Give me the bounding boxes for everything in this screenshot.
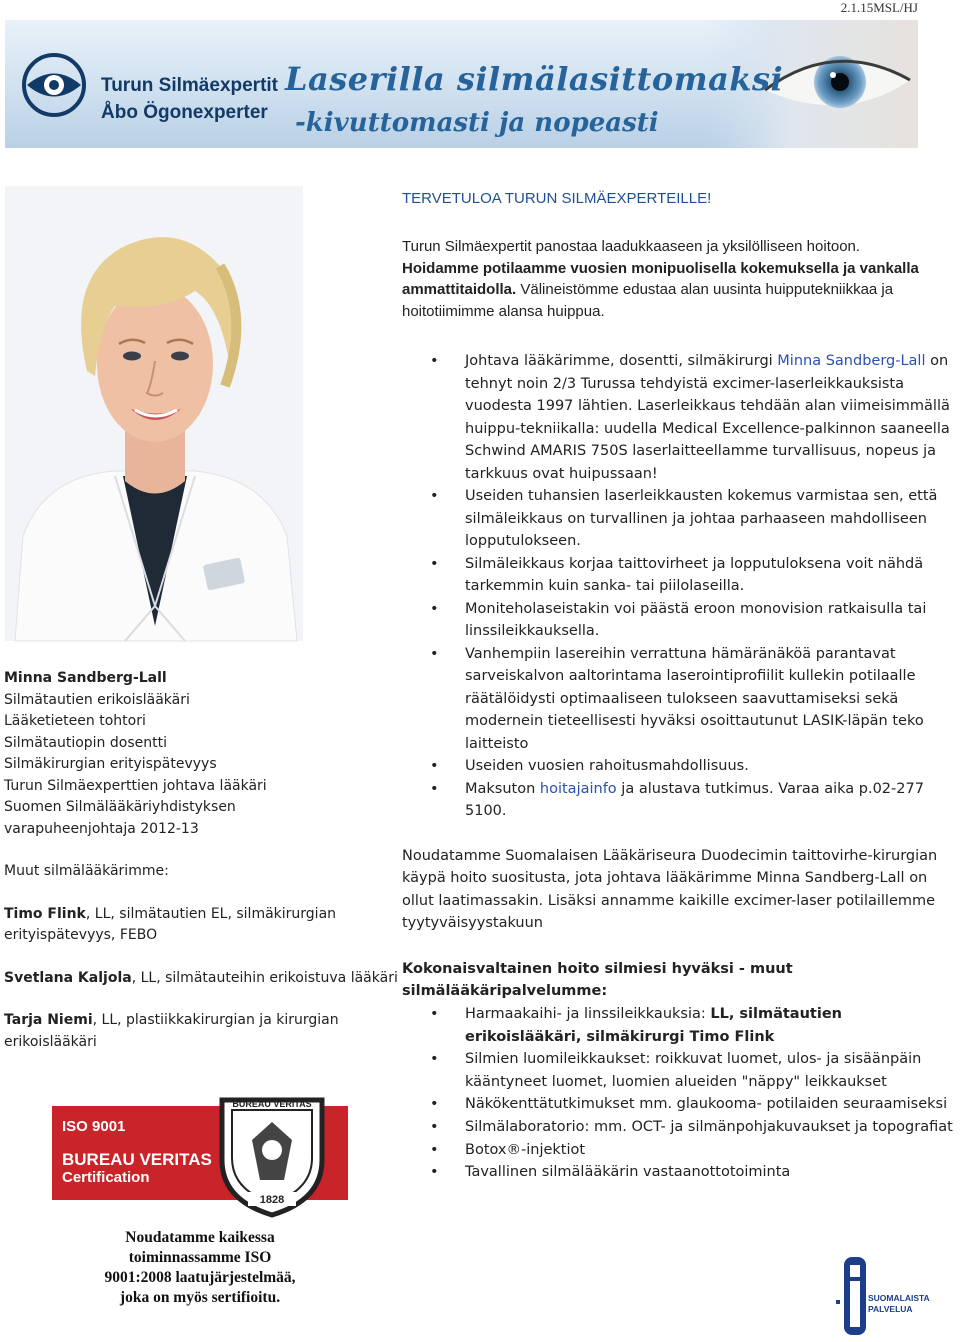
list-item: • Useiden vuosien rahoitusmahdollisuus. — [430, 755, 958, 778]
doctor-portrait-photo — [5, 186, 303, 641]
list-item — [430, 1003, 960, 1048]
doctor-credentials: , LL, silmätautien EL, silmäkirurgian erityispätevyys, FEBO — [4, 905, 337, 943]
doctor-title: varapuheenjohtaja 2012-13 — [4, 820, 199, 837]
svg-text:BUREAU VERITAS: BUREAU VERITAS — [232, 1099, 312, 1109]
list-item: • Botox®-injektiot — [430, 1139, 960, 1162]
other-doctor-entry — [4, 904, 399, 947]
bullet-text: Maksuton — [465, 780, 540, 797]
certifier-name: BUREAU VERITAS — [62, 1150, 212, 1169]
doctor-title: Silmäkirurgian erityispätevyys — [4, 756, 217, 772]
services-heading: Kokonaisvaltainen hoito silmiesi hyväksi - muut silmälääkäripalvelumme: — [402, 961, 793, 999]
finnish-service-logo-icon — [836, 1255, 930, 1337]
doctor-credentials: , LL, silmätauteihin erikoistuva lääkäri — [131, 969, 398, 986]
svg-text:PALVELUA: PALVELUA — [868, 1304, 913, 1314]
slogan-line-2: -kivuttomasti ja nopeasti — [295, 108, 659, 138]
header-banner — [5, 20, 918, 148]
service-doctor: LL, silmätautien erikoislääkäri, silmäkirurgi Timo Flink — [465, 1006, 842, 1045]
list-item: • Useiden tuhansien laserleikkausten kokemus varmistaa sen, että silmäleikkaus on turvallinen ja johtaa parhaaseen mahdolliseen lopputulokseen. — [430, 485, 958, 553]
other-doctor-entry — [4, 968, 399, 990]
lead-doctor-name: Minna Sandberg-Lall — [4, 670, 167, 686]
list-item — [430, 350, 958, 485]
doctor-profile-link[interactable]: Minna Sandberg-Lall — [777, 353, 926, 369]
doctor-title: Silmätautiopin dosentti — [4, 734, 167, 751]
svg-text:SUOMALAISTA: SUOMALAISTA — [868, 1293, 930, 1303]
other-doctors-heading: Muut silmälääkärimme: — [4, 863, 169, 879]
doctor-credentials: , LL, plastiikkakirurgian ja kirurgian erikoislääkäri — [4, 1012, 339, 1050]
intro-bold-text: Hoidamme potilaamme vuosien monipuolisella kokemuksella ja vankalla ammattitaidolla. — [402, 259, 919, 298]
bullet-text: ja alustava tutkimus. Varaa aika p.02-277 5100. — [465, 780, 924, 819]
list-item: • Silmälaboratorio: mm. OCT- ja silmänpohjakuvaukset ja topografiat — [430, 1116, 960, 1139]
doctor-name: Tarja Niemi — [4, 1012, 93, 1028]
slogan-line-1: Laserilla silmälasittomaksi — [285, 60, 784, 98]
doctor-title: Silmätautien erikoislääkäri — [4, 691, 190, 708]
doctor-title: Lääketieteen tohtori — [4, 713, 146, 729]
list-item: • Silmien luomileikkaukset: roikkuvat luomet, ulos- ja sisäänpäin kääntyneet luomet, luomien alueiden "näppy" leikkaukset — [430, 1048, 960, 1093]
eye-logo-icon — [19, 50, 89, 120]
service-text: Harmaakaihi- ja linssileikkauksia: — [465, 1006, 711, 1022]
portrait-illustration — [5, 186, 303, 641]
intro-line-1: Turun Silmäexpertit panostaa laadukkaaseen ja yksilölliseen hoitoon. — [402, 238, 861, 255]
list-item: • Näkökenttätutkimukset mm. glaukooma- potilaiden seuraamiseksi — [430, 1093, 960, 1116]
doctor-title: Suomen Silmälääkäriyhdistyksen — [4, 799, 236, 815]
doctor-info-block — [4, 668, 399, 1053]
intro-paragraph — [402, 236, 952, 322]
doctor-name: Timo Flink — [4, 905, 86, 922]
brand-name-finnish: Turun Silmäexpertit — [101, 75, 279, 96]
bullet-text: Johtava lääkärimme, dosentti, silmäkirurgi — [465, 353, 778, 369]
iso-caption: Noudatamme kaikessa toiminnassamme ISO 9001:2008 laatujärjestelmää, joka on myös sertifioitu. — [104, 1229, 296, 1306]
svg-text:1828: 1828 — [259, 1194, 285, 1206]
bullet-text: on tehnyt noin 2/3 Turussa tehdyistä excimer-laserleikkauksista vuodesta 1997 lähtien. Laserleikkaus tehdään alan viimeisimmällä huippu-tekniikalla: uudella Medical Excellence-palkinnon saaneella Schwind AMARIS 750S laserlaitteellamme turvallisuus, nopeus ja tarkkuus ovat huipussaan! — [465, 353, 950, 482]
doctor-name: Svetlana Kaljola — [4, 969, 132, 986]
document-id: 2.1.15MSL/HJ — [840, 0, 918, 15]
bureau-veritas-seal-icon — [212, 1090, 332, 1220]
list-item: • Vanhempiin lasereihin verrattuna hämäränäköä parantavat sarveiskalvon aaltorintama laserointiprofiilit kullekin potilaalle räätälöidysti optimaaliseen tulokseen saavuttamiseksi sekä modernein tieteellisesti hyväksi osoittautunut LASIK-läpän teko laitteisto — [430, 643, 958, 756]
nurse-info-link[interactable]: hoitajainfo — [539, 780, 617, 797]
brand-name-swedish: Åbo Ögonexperter — [101, 102, 268, 123]
list-item: • Moniteholaseistakin voi päästä eroon monovision ratkaisulla tai linssileikkauksella. — [430, 598, 958, 643]
intro-rest-text: Välineistömme edustaa alan uusinta huipputekniikkaa ja hoitotiimimme alansa huippua. — [402, 281, 894, 320]
certification-label: Certification — [62, 1169, 150, 1186]
features-list — [430, 350, 958, 823]
iso-standard-label: ISO 9001 — [62, 1118, 126, 1135]
list-item — [430, 778, 958, 823]
welcome-heading: TERVETULOA TURUN SILMÄEXPERTEILLE! — [402, 190, 712, 207]
other-doctor-entry — [4, 1010, 399, 1053]
list-item: • Tavallinen silmälääkärin vastaanottotoiminta — [430, 1161, 960, 1184]
guideline-paragraph: Noudatamme Suomalaisen Lääkäriseura Duodecimin taittovirhe-kirurgian käypä hoito suositusta, jota johtava lääkärimme Minna Sandberg-Lall on ollut laatimassakin. Lisäksi annamme kaikille excimer-laser potilaillemme tyytyväisyystakuun — [402, 848, 938, 931]
services-list — [430, 1003, 960, 1184]
list-item: • Silmäleikkaus korjaa taittovirheet ja lopputuloksena voit nähdä tarkemmin kuin sanka- tai piilolaseilla. — [430, 553, 958, 598]
doctor-title: Turun Silmäexperttien johtava lääkäri — [4, 777, 267, 794]
